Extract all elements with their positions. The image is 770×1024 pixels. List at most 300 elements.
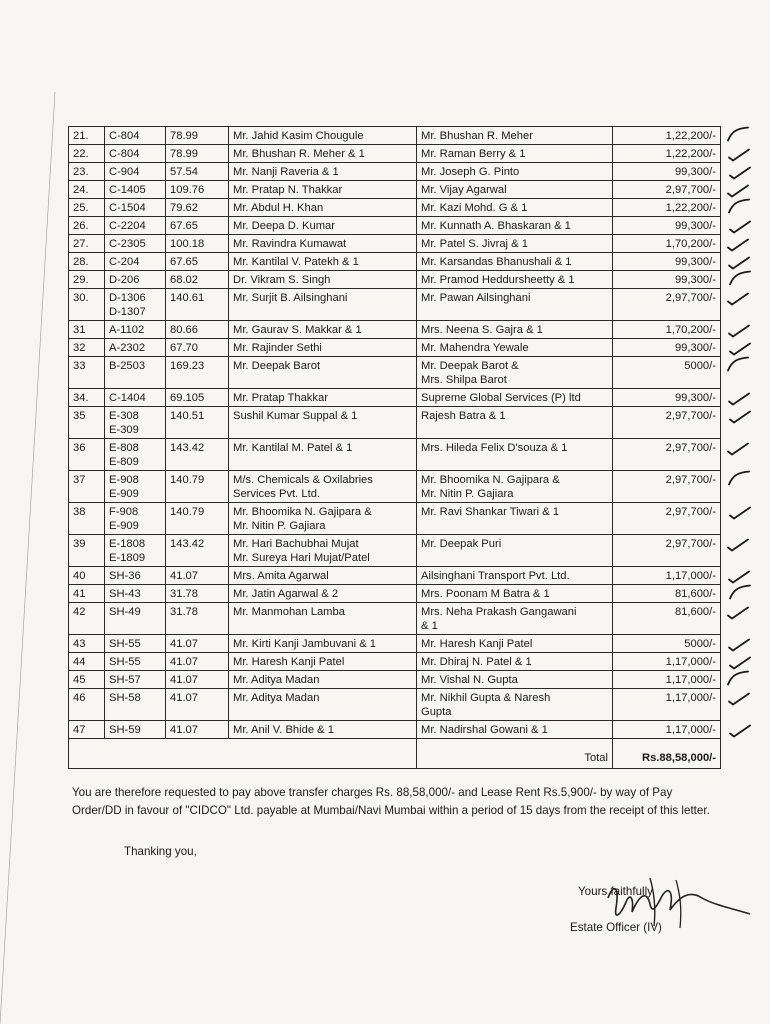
- transfer-amount-text: 99,300/-: [674, 256, 716, 268]
- tick-mark: [728, 186, 748, 197]
- cell-transfer-amount: [613, 145, 721, 163]
- tick-mark: [729, 472, 749, 485]
- serial-number-text: 45: [73, 674, 86, 686]
- tick-mark: [728, 240, 748, 251]
- table-row: [69, 163, 721, 181]
- cell-transfer-amount: [613, 535, 721, 567]
- table-row: [69, 585, 721, 603]
- cell-transfer-amount: [613, 503, 721, 535]
- cell-transferee: [417, 127, 613, 145]
- cell-serial-number: [69, 503, 105, 535]
- table-row: [69, 357, 721, 389]
- cell-unit-number: [105, 535, 166, 567]
- area-text: 140.61: [170, 292, 205, 304]
- transfer-amount-text: 1,17,000/-: [665, 674, 716, 686]
- unit-number-text: SH-58: [109, 692, 141, 704]
- cell-serial-number: [69, 535, 105, 567]
- table-row: [69, 235, 721, 253]
- cell-transferee: [417, 439, 613, 471]
- unit-number-text: SH-57: [109, 674, 141, 686]
- tick-mark: [729, 326, 749, 337]
- unit-number-text: D-206: [109, 274, 140, 286]
- transferee-text: Mr. Kazi Mohd. G & 1: [421, 202, 528, 214]
- cell-transferor: [229, 567, 417, 585]
- cell-transfer-amount: [613, 635, 721, 653]
- transferee-text: Mrs. Neha Prakash Gangawani: [421, 606, 577, 618]
- transferee-text: Ailsinghani Transport Pvt. Ltd.: [421, 570, 570, 582]
- cell-serial-number: [69, 145, 105, 163]
- transferor-text: Mr. Hari Bachubhai Mujat: [233, 538, 359, 550]
- tick-mark: [730, 272, 750, 285]
- cell-transferor: [229, 635, 417, 653]
- transferor-text: Sushil Kumar Suppal & 1: [233, 410, 358, 422]
- cell-unit-number: [105, 567, 166, 585]
- cell-transferee: [417, 407, 613, 439]
- cell-transfer-amount: [613, 217, 721, 235]
- transfer-amount-text: 1,22,200/-: [665, 148, 716, 160]
- area-text: 143.42: [170, 538, 205, 550]
- cell-area: [166, 199, 229, 217]
- cell-unit-number: [105, 253, 166, 271]
- table-row: [69, 407, 721, 439]
- serial-number-text: 38: [73, 506, 86, 518]
- cell-area: [166, 357, 229, 389]
- transferor-text: Mr. Kantilal M. Patel & 1: [233, 442, 353, 454]
- unit-number-text-line2: E-809: [109, 456, 139, 468]
- transferor-text: Mrs. Amita Agarwal: [233, 570, 329, 582]
- transferor-text: Mr. Rajinder Sethi: [233, 342, 322, 354]
- cell-transfer-amount: [613, 567, 721, 585]
- cell-transferor: [229, 127, 417, 145]
- total-amount: Rs.88,58,000/-: [613, 739, 721, 769]
- cell-serial-number: [69, 253, 105, 271]
- unit-number-text: A-1102: [109, 324, 145, 336]
- cell-serial-number: [69, 653, 105, 671]
- unit-number-text-line2: D-1307: [109, 306, 146, 318]
- transferee-text-line2: & 1: [421, 620, 438, 632]
- cell-unit-number: [105, 439, 166, 471]
- cell-transferor: [229, 585, 417, 603]
- table-row: [69, 635, 721, 653]
- tick-mark: [728, 294, 748, 305]
- cell-serial-number: [69, 407, 105, 439]
- transferee-text: Mr. Nadirshal Gowani & 1: [421, 724, 548, 736]
- unit-number-text: C-1504: [109, 202, 146, 214]
- unit-number-text: F-908: [109, 506, 139, 518]
- transferee-text: Mr. Deepak Puri: [421, 538, 502, 550]
- cell-transferor: [229, 471, 417, 503]
- area-text: 69.105: [170, 392, 205, 404]
- transfer-amount-text: 2,97,700/-: [665, 410, 716, 422]
- transferor-text: Mr. Deepak Barot: [233, 360, 321, 372]
- cell-transferee: [417, 635, 613, 653]
- cell-transferor: [229, 321, 417, 339]
- cell-transferee: [417, 271, 613, 289]
- cell-transferor: [229, 439, 417, 471]
- cell-serial-number: [69, 357, 105, 389]
- transfer-amount-text: 1,70,200/-: [665, 324, 716, 336]
- cell-transfer-amount: [613, 603, 721, 635]
- cell-transferee: [417, 585, 613, 603]
- tick-mark: [729, 694, 749, 705]
- transferor-text: Mr. Jatin Agarwal & 2: [233, 588, 339, 600]
- transferee-text: Supreme Global Services (P) ltd: [421, 392, 581, 404]
- cell-serial-number: [69, 635, 105, 653]
- cell-transferee: [417, 235, 613, 253]
- tick-mark: [730, 168, 750, 179]
- cell-area: [166, 585, 229, 603]
- cell-transfer-amount: [613, 289, 721, 321]
- serial-number-text: 21.: [73, 130, 89, 142]
- cell-transfer-amount: [613, 585, 721, 603]
- transfer-amount-text: 2,97,700/-: [665, 184, 716, 196]
- cell-serial-number: [69, 181, 105, 199]
- cell-transferor: [229, 181, 417, 199]
- transferor-text-line2: Mr. Sureya Hari Mujat/Patel: [233, 552, 370, 564]
- cell-unit-number: [105, 163, 166, 181]
- transferee-text: Mrs. Neena S. Gajra & 1: [421, 324, 543, 336]
- transferee-text: Mr. Pramod Heddursheetty & 1: [421, 274, 575, 286]
- transfer-amount-text: 81,600/-: [674, 606, 716, 618]
- unit-number-text: C-1404: [109, 392, 146, 404]
- area-text: 140.79: [170, 506, 205, 518]
- cell-unit-number: [105, 271, 166, 289]
- transferor-text: Mr. Haresh Kanji Patel: [233, 656, 345, 668]
- cell-transfer-amount: [613, 439, 721, 471]
- cell-transferee: [417, 567, 613, 585]
- tick-mark: [729, 200, 749, 213]
- cell-area: [166, 567, 229, 585]
- area-text: 67.65: [170, 256, 198, 268]
- cell-unit-number: [105, 357, 166, 389]
- transferee-text: Mr. Mahendra Yewale: [421, 342, 529, 354]
- transferor-text: Mr. Bhushan R. Meher & 1: [233, 148, 365, 160]
- unit-number-text: SH-43: [109, 588, 141, 600]
- table-row: [69, 217, 721, 235]
- cell-area: [166, 503, 229, 535]
- table-row: [69, 671, 721, 689]
- unit-number-text: C-2204: [109, 220, 146, 232]
- unit-number-text: C-904: [109, 166, 140, 178]
- thanking-line: Thanking you,: [124, 845, 197, 858]
- tick-mark: [730, 726, 750, 737]
- cell-transferee: [417, 181, 613, 199]
- table-row: [69, 535, 721, 567]
- tick-mark: [730, 586, 750, 599]
- table-row: [69, 199, 721, 217]
- cell-serial-number: [69, 567, 105, 585]
- cell-transferee: [417, 357, 613, 389]
- cell-serial-number: [69, 721, 105, 739]
- cell-transferor: [229, 689, 417, 721]
- unit-number-text: E-908: [109, 474, 139, 486]
- cell-serial-number: [69, 471, 105, 503]
- cell-unit-number: [105, 689, 166, 721]
- transferor-text: Mr. Aditya Madan: [233, 692, 320, 704]
- unit-number-text: A-2302: [109, 342, 146, 354]
- transfer-amount-text: 1,22,200/-: [665, 202, 716, 214]
- table-row: [69, 503, 721, 535]
- cell-area: [166, 321, 229, 339]
- table-row: [69, 271, 721, 289]
- cell-transferor: [229, 653, 417, 671]
- transfer-amount-text: 81,600/-: [674, 588, 716, 600]
- serial-number-text: 34.: [73, 392, 89, 404]
- cell-transferee: [417, 721, 613, 739]
- serial-number-text: 36: [73, 442, 86, 454]
- cell-transferee: [417, 603, 613, 635]
- cell-unit-number: [105, 503, 166, 535]
- table-row: [69, 253, 721, 271]
- area-text: 31.78: [170, 588, 198, 600]
- transferor-text: Mr. Abdul H. Khan: [233, 202, 324, 214]
- transferee-text-line2: Mrs. Shilpa Barot: [421, 374, 507, 386]
- serial-number-text: 24.: [73, 184, 89, 196]
- total-row: [69, 739, 721, 769]
- area-text: 57.54: [170, 166, 198, 178]
- cell-area: [166, 671, 229, 689]
- cell-transferee: [417, 199, 613, 217]
- transferor-text: Mr. Pratap Thakkar: [233, 392, 328, 404]
- cell-area: [166, 289, 229, 321]
- tick-mark: [729, 640, 749, 651]
- cell-transfer-amount: [613, 253, 721, 271]
- table-body: [69, 127, 721, 739]
- area-text: 41.07: [170, 692, 198, 704]
- cell-transferor: [229, 535, 417, 567]
- tick-mark: [729, 150, 749, 161]
- tick-mark: [730, 412, 750, 423]
- transfer-amount-text: 1,17,000/-: [665, 656, 716, 668]
- transferee-text: Mr. Kunnath A. Bhaskaran & 1: [421, 220, 571, 232]
- transferee-text: Mr. Vishal N. Gupta: [421, 674, 518, 686]
- tick-mark: [729, 258, 749, 269]
- cell-transferor: [229, 253, 417, 271]
- cell-transferor: [229, 339, 417, 357]
- unit-number-text: SH-59: [109, 724, 141, 736]
- transferor-text: Mr. Surjit B. Ailsinghani: [233, 292, 348, 304]
- area-text: 80.66: [170, 324, 198, 336]
- transfer-charges-table: [68, 126, 721, 769]
- table-row: [69, 181, 721, 199]
- transferor-text: Mr. Kantilal V. Patekh & 1: [233, 256, 359, 268]
- cell-serial-number: [69, 321, 105, 339]
- cell-serial-number: [69, 439, 105, 471]
- cell-area: [166, 721, 229, 739]
- cell-transfer-amount: [613, 689, 721, 721]
- unit-number-text-line2: E-309: [109, 424, 139, 436]
- transferee-text: Mrs. Poonam M Batra & 1: [421, 588, 550, 600]
- serial-number-text: 28.: [73, 256, 89, 268]
- tick-mark: [729, 572, 749, 583]
- unit-number-text: C-2305: [109, 238, 146, 250]
- cell-transferor: [229, 199, 417, 217]
- serial-number-text: 40: [73, 570, 86, 582]
- cell-transferor: [229, 357, 417, 389]
- cell-transferor: [229, 145, 417, 163]
- cell-unit-number: [105, 671, 166, 689]
- unit-number-text: E-1808: [109, 538, 146, 550]
- serial-number-text: 31: [73, 324, 86, 336]
- cell-transfer-amount: [613, 671, 721, 689]
- cell-transferor: [229, 163, 417, 181]
- cell-transferor: [229, 721, 417, 739]
- tick-mark: [728, 540, 748, 551]
- cell-area: [166, 127, 229, 145]
- area-text: 140.79: [170, 474, 205, 486]
- tick-mark: [730, 658, 750, 669]
- cell-area: [166, 271, 229, 289]
- cell-transfer-amount: [613, 653, 721, 671]
- cell-area: [166, 389, 229, 407]
- area-text: 41.07: [170, 638, 198, 650]
- table-row: [69, 689, 721, 721]
- cell-transfer-amount: [613, 407, 721, 439]
- transfer-amount-text: 1,17,000/-: [665, 570, 716, 582]
- unit-number-text: E-308: [109, 410, 139, 422]
- cell-area: [166, 407, 229, 439]
- cell-unit-number: [105, 603, 166, 635]
- serial-number-text: 46: [73, 692, 86, 704]
- cell-transferee: [417, 471, 613, 503]
- unit-number-text: D-1306: [109, 292, 146, 304]
- serial-number-text: 26.: [73, 220, 89, 232]
- cell-transferor: [229, 289, 417, 321]
- cell-area: [166, 339, 229, 357]
- payment-request-paragraph: You are therefore requested to pay above transfer charges Rs. 88,58,000/- and Lease Rent Rs.5,900/- by way of Pay Order/DD in favour of "CIDCO" Ltd. payable at Mumbai/Navi Mumbai within a period of 15 days from the receipt of this letter.: [72, 786, 710, 817]
- cell-transferee: [417, 535, 613, 567]
- serial-number-text: 44: [73, 656, 86, 668]
- cell-unit-number: [105, 585, 166, 603]
- cell-unit-number: [105, 471, 166, 503]
- serial-number-text: 41: [73, 588, 86, 600]
- tick-mark: [728, 444, 748, 455]
- transfer-amount-text: 99,300/-: [674, 342, 716, 354]
- cell-transfer-amount: [613, 339, 721, 357]
- cell-transfer-amount: [613, 321, 721, 339]
- cell-area: [166, 439, 229, 471]
- transferee-text: Mr. Haresh Kanji Patel: [421, 638, 533, 650]
- cell-serial-number: [69, 217, 105, 235]
- cell-area: [166, 217, 229, 235]
- transferee-text: Mr. Ravi Shankar Tiwari & 1: [421, 506, 560, 518]
- serial-number-text: 22.: [73, 148, 89, 160]
- transferor-text: Mr. Aditya Madan: [233, 674, 320, 686]
- transferee-text: Rajesh Batra & 1: [421, 410, 506, 422]
- area-text: 78.99: [170, 130, 198, 142]
- area-text: 79.62: [170, 202, 198, 214]
- transfer-amount-text: 2,97,700/-: [665, 474, 716, 486]
- cell-transfer-amount: [613, 163, 721, 181]
- cell-transferee: [417, 217, 613, 235]
- cell-unit-number: [105, 653, 166, 671]
- transferee-text: Mr. Karsandas Bhanushali & 1: [421, 256, 572, 268]
- area-text: 41.07: [170, 570, 198, 582]
- transferee-text: Mr. Nikhil Gupta & Naresh: [421, 692, 551, 704]
- transferee-text: Mr. Dhiraj N. Patel & 1: [421, 656, 532, 668]
- cell-transferor: [229, 671, 417, 689]
- serial-number-text: 30.: [73, 292, 89, 304]
- unit-number-text: SH-36: [109, 570, 141, 582]
- unit-number-text: SH-55: [109, 638, 141, 650]
- transferor-text: Mr. Manmohan Lamba: [233, 606, 345, 618]
- table-row: [69, 567, 721, 585]
- transfer-amount-text: 99,300/-: [674, 274, 716, 286]
- cell-area: [166, 535, 229, 567]
- cell-unit-number: [105, 199, 166, 217]
- cell-transferor: [229, 603, 417, 635]
- cell-serial-number: [69, 199, 105, 217]
- area-text: 67.65: [170, 220, 198, 232]
- cell-transferee: [417, 389, 613, 407]
- area-text: 68.02: [170, 274, 198, 286]
- unit-number-text: SH-49: [109, 606, 141, 618]
- table-row: [69, 145, 721, 163]
- transfer-amount-text: 99,300/-: [674, 166, 716, 178]
- table-row: [69, 339, 721, 357]
- transferee-text-line2: Mr. Nitin P. Gajiara: [421, 488, 514, 500]
- cell-serial-number: [69, 603, 105, 635]
- cell-serial-number: [69, 339, 105, 357]
- transfer-amount-text: 1,17,000/-: [665, 692, 716, 704]
- table-row: [69, 471, 721, 503]
- area-text: 169.23: [170, 360, 205, 372]
- cell-transfer-amount: [613, 721, 721, 739]
- tick-mark: [728, 128, 748, 141]
- total-label: Total: [417, 739, 613, 769]
- serial-number-text: 23.: [73, 166, 89, 178]
- transferee-text: Mr. Bhoomika N. Gajipara &: [421, 474, 560, 486]
- designation-line: Estate Officer (IV): [570, 921, 662, 934]
- transfer-amount-text: 2,97,700/-: [665, 506, 716, 518]
- unit-number-text-line2: E-909: [109, 520, 139, 532]
- cell-area: [166, 145, 229, 163]
- cell-transfer-amount: [613, 357, 721, 389]
- cell-unit-number: [105, 339, 166, 357]
- transferor-text: Mr. Deepa D. Kumar: [233, 220, 335, 232]
- transferor-text: Mr. Kirti Kanji Jambuvani & 1: [233, 638, 377, 650]
- serial-number-text: 35: [73, 410, 86, 422]
- cell-transferor: [229, 271, 417, 289]
- cell-transferee: [417, 339, 613, 357]
- tick-mark: [728, 358, 748, 371]
- transferee-text: Mr. Patel S. Jivraj & 1: [421, 238, 528, 250]
- closing-line: Yours faithfully: [578, 885, 653, 898]
- unit-number-text: C-204: [109, 256, 140, 268]
- cell-transferee: [417, 253, 613, 271]
- cell-unit-number: [105, 321, 166, 339]
- table-row: [69, 321, 721, 339]
- transferee-text: Mr. Pawan Ailsinghani: [421, 292, 531, 304]
- cell-transferee: [417, 653, 613, 671]
- transferor-text-line2: Mr. Nitin P. Gajiara: [233, 520, 326, 532]
- cell-transferor: [229, 407, 417, 439]
- area-text: 41.07: [170, 674, 198, 686]
- cell-transfer-amount: [613, 389, 721, 407]
- tick-mark: [729, 394, 749, 405]
- transferor-text: Mr. Anil V. Bhide & 1: [233, 724, 334, 736]
- table-row: [69, 603, 721, 635]
- serial-number-text: 47: [73, 724, 86, 736]
- tick-mark: [728, 608, 748, 619]
- cell-serial-number: [69, 389, 105, 407]
- transferee-text: Mr. Raman Berry & 1: [421, 148, 526, 160]
- table-row: [69, 127, 721, 145]
- serial-number-text: 43: [73, 638, 86, 650]
- cell-transferor: [229, 217, 417, 235]
- cell-serial-number: [69, 671, 105, 689]
- serial-number-text: 29.: [73, 274, 89, 286]
